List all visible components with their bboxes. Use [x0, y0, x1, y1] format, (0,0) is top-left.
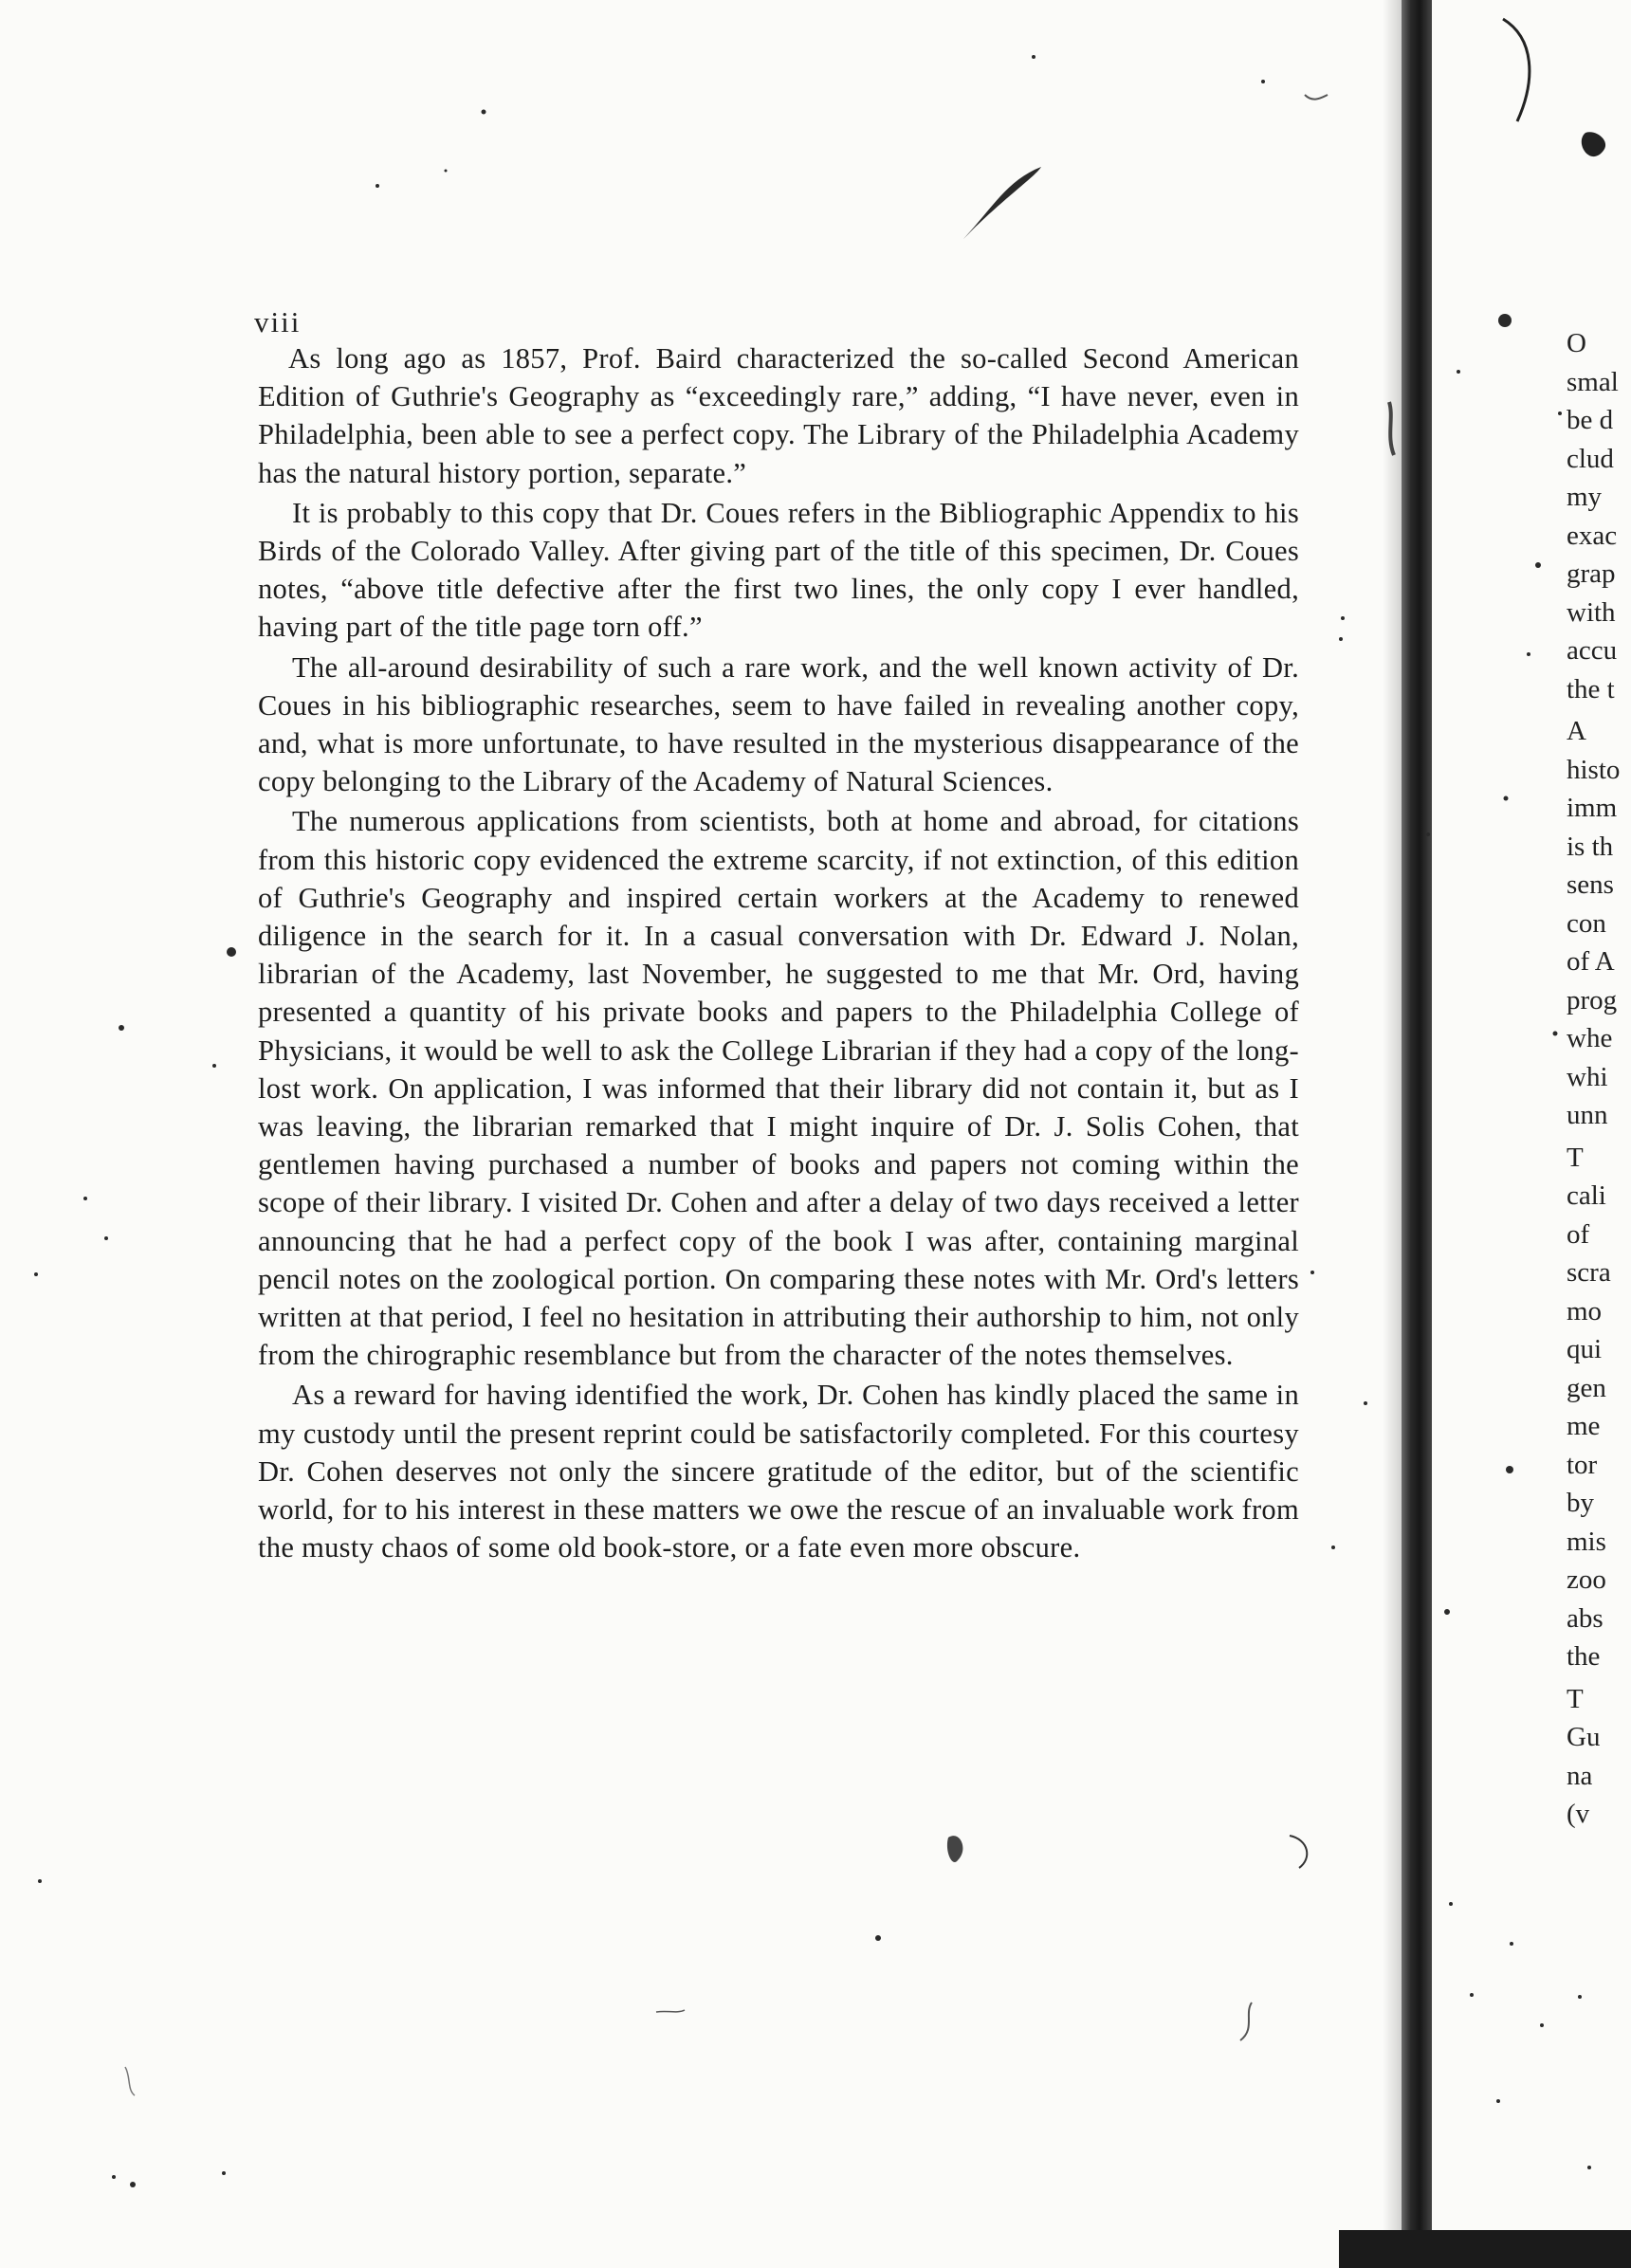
scratch-mark: [1582, 132, 1605, 156]
right-page-fragment: my: [1567, 482, 1603, 512]
right-page-fragment: scra: [1567, 1257, 1611, 1288]
scratch-mark: [1305, 95, 1328, 100]
right-page-fragment: exac: [1567, 520, 1618, 551]
right-page-fragment: the t: [1567, 673, 1615, 704]
right-page-fragment: prog: [1567, 984, 1618, 1015]
right-page-fragment: T: [1567, 1683, 1584, 1714]
scratch-mark: [656, 2010, 685, 2012]
right-page-fragment: A: [1567, 716, 1586, 746]
right-page-fragment: is th: [1567, 831, 1614, 862]
right-page-fragment: whe: [1567, 1023, 1613, 1053]
right-page-fragment: (v: [1567, 1799, 1590, 1829]
right-page-fragment: con: [1567, 907, 1606, 939]
right-page-fragment: clud: [1567, 443, 1614, 474]
right-page-fragment: grap: [1567, 558, 1616, 589]
right-page-fragment: be d: [1567, 405, 1614, 435]
right-page-fragment: accu: [1567, 635, 1618, 666]
right-page-fragment: Gu: [1567, 1722, 1601, 1752]
right-page-fragment: of: [1567, 1218, 1590, 1250]
right-page-fragment: histo: [1567, 754, 1621, 785]
scratch-mark: [963, 167, 1041, 239]
paragraph: It is probably to this copy that Dr. Coues refers in the Bibliographic Appendix to his Birds of the Colorado Valley. After giving part of the title of this specimen, Dr. Coues notes, “above title defective after the first two lines, the only copy I ever handled, having part of the title page torn off.”: [258, 496, 1299, 644]
right-page-fragment: na: [1567, 1760, 1593, 1791]
right-page-fragment: zoo: [1567, 1564, 1606, 1595]
right-page-fragment: of A: [1567, 946, 1615, 977]
right-page-fragment: mo: [1567, 1295, 1603, 1326]
right-page-fragment: qui: [1567, 1334, 1603, 1364]
right-page-fragment: T: [1567, 1142, 1584, 1173]
paragraph: As long ago as 1857, Prof. Baird characterized the so-called Second American Edition of Guthrie's Geography as “exceedingly rare,” adding, “I have never, even in Philadelphia, been able to see a perfect copy. The Library of the Philadelphia Academy has the natural history portion, separate.”: [258, 342, 1299, 489]
right-page-fragment: gen: [1567, 1372, 1606, 1403]
right-page-fragment: imm: [1567, 793, 1618, 823]
paragraph: The all-around desirability of such a rare work, and the well known activity of Dr. Coues in his bibliographic researches, seem to have failed in revealing another copy, and, what is more unfortunate, to have resulted in the mysterious disappearance of the copy belonging to the Library of the Academy of Natural Sciences.: [258, 650, 1299, 798]
right-page-fragment: by: [1567, 1488, 1594, 1518]
right-page-fragment: cali: [1567, 1180, 1606, 1211]
right-page-fragment: unn: [1567, 1100, 1608, 1130]
right-page-fragment: with: [1567, 596, 1616, 628]
right-page-fragment: the: [1567, 1641, 1601, 1672]
right-page-fragment: abs: [1567, 1602, 1604, 1634]
right-page-fragment: smal: [1567, 366, 1619, 397]
scratch-mark: [947, 1836, 962, 1862]
scratch-mark: [1240, 2003, 1252, 2040]
right-page-fragment: tor: [1567, 1449, 1598, 1480]
scratch-mark: [1290, 1836, 1307, 1868]
right-page-fragment: sens: [1567, 869, 1614, 900]
scratch-mark: [1389, 402, 1394, 455]
paragraph: As a reward for having identified the work, Dr. Cohen has kindly placed the same in my custody until the present reprint could be satisfactorily completed. For this courtesy Dr. Cohen deserves not only the sincere gratitude of the editor, but of the scientific world, for to his interest in these matters we owe the rescue of an invaluable work from the musty chaos of some old book-store, or a fate even more obscure.: [258, 1379, 1299, 1564]
right-page-fragment: mis: [1567, 1526, 1606, 1557]
scratch-mark: [125, 2067, 135, 2095]
page-number: viii: [254, 305, 302, 338]
scratch-mark: [1503, 19, 1530, 121]
right-page-fragment: whi: [1567, 1061, 1608, 1092]
right-page-fragment: O: [1567, 328, 1586, 358]
paragraph: The numerous applications from scientists, both at home and abroad, for citations from this historic copy evidenced the extreme scarcity, if not extinction, of this edition of Guthrie's Geography and inspired certain workers at the Academy to renewed diligence in the search for it. In a casual conversation with Dr. Edward J. Nolan, librarian of the Academy, last November, he suggested to me that Mr. Ord, having presented a quantity of his private books and papers to the Philadelphia College of Physicians, it would be well to ask the College Librarian if they had a copy of the long-lost work. On application, I was informed that their library did not contain it, but as I was leaving, the librarian remarked that I might inquire of Dr. J. Solis Cohen, that gentlemen having purchased a number of books and papers not coming within the scope of their library. I visited Dr. Cohen and after a delay of two days received a letter announcing that he had a perfect copy of the book I was after, containing marginal pencil notes on the zoological portion. On comparing these notes with Mr. Ord's letters written at that period, I feel no hesitation in attributing their authorship to him, not only from the chirographic resemblance but from the character of the notes themselves.: [258, 805, 1299, 1372]
right-page-fragment: me: [1567, 1411, 1601, 1441]
